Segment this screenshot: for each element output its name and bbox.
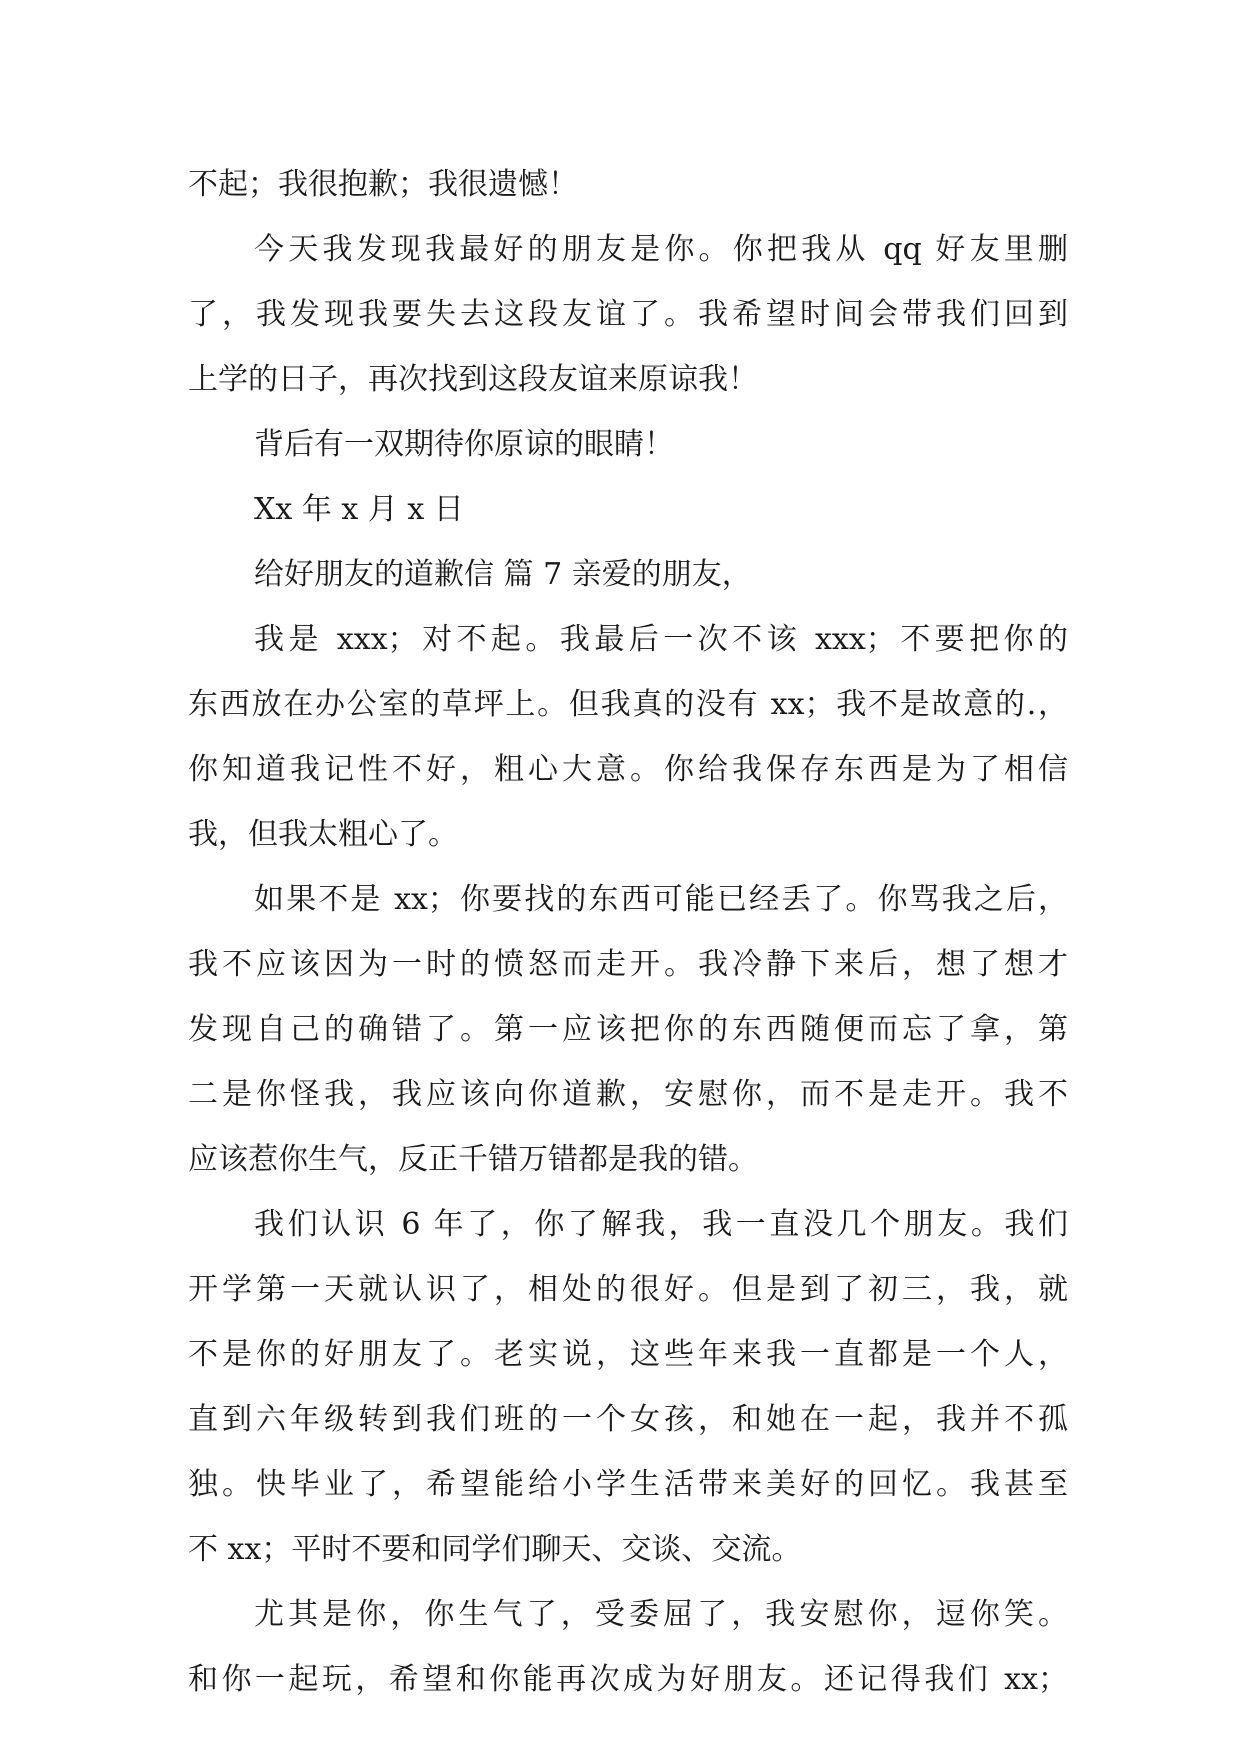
text-line: 你知道我记性不好，粗心大意。你给我保存东西是为了相信 [188,752,1068,787]
text-line: 不是你的好朋友了。老实说，这些年来我一直都是一个人， [188,1337,1068,1372]
date-line: Xx 年 x 月 x 日 [254,492,464,527]
text-line: 直到六年级转到我们班的一个女孩，和她在一起，我并不孤 [188,1402,1068,1437]
text-line: 我是 xxx；对不起。我最后一次不该 xxx；不要把你的 [254,622,1068,657]
text-line: 我们认识 6 年了，你了解我，我一直没几个朋友。我们 [254,1207,1068,1242]
text-line: 尤其是你，你生气了，受委屈了，我安慰你，逗你笑。 [254,1597,1068,1632]
text-line: 上学的日子，再次找到这段友谊来原谅我！ [188,362,758,397]
text-line: 二是你怪我，我应该向你道歉，安慰你，而不是走开。我不 [188,1077,1068,1112]
text-line: 不 xx；平时不要和同学们聊天、交谈、交流。 [188,1532,802,1567]
text-line: 独。快毕业了，希望能给小学生活带来美好的回忆。我甚至 [188,1467,1068,1502]
text-line: 了，我发现我要失去这段友谊了。我希望时间会带我们回到 [188,297,1068,332]
text-line: 开学第一天就认识了，相处的很好。但是到了初三，我，就 [188,1272,1068,1307]
text-line: 和你一起玩，希望和你能再次成为好朋友。还记得我们 xx； [188,1662,1068,1697]
text-line: 我，但我太粗心了。 [188,817,458,852]
text-line: 背后有一双期待你原谅的眼睛！ [254,427,674,462]
text-line: 东西放在办公室的草坪上。但我真的没有 xx；我不是故意的.， [188,687,1068,722]
text-line: 应该惹你生气，反正千错万错都是我的错。 [188,1142,758,1177]
text-line: 不起；我很抱歉；我很遗憾！ [188,167,578,202]
text-line: 发现自己的确错了。第一应该把你的东西随便而忘了拿，第 [188,1012,1068,1047]
text-line: 今天我发现我最好的朋友是你。你把我从 qq 好友里删 [254,232,1068,267]
text-line: 如果不是 xx；你要找的东西可能已经丢了。你骂我之后， [254,882,1068,917]
document-body [188,152,1068,1712]
text-line: 我不应该因为一时的愤怒而走开。我冷静下来后，想了想才 [188,947,1068,982]
letter-heading: 给好朋友的道歉信 篇 7 亲爱的朋友， [254,557,752,592]
